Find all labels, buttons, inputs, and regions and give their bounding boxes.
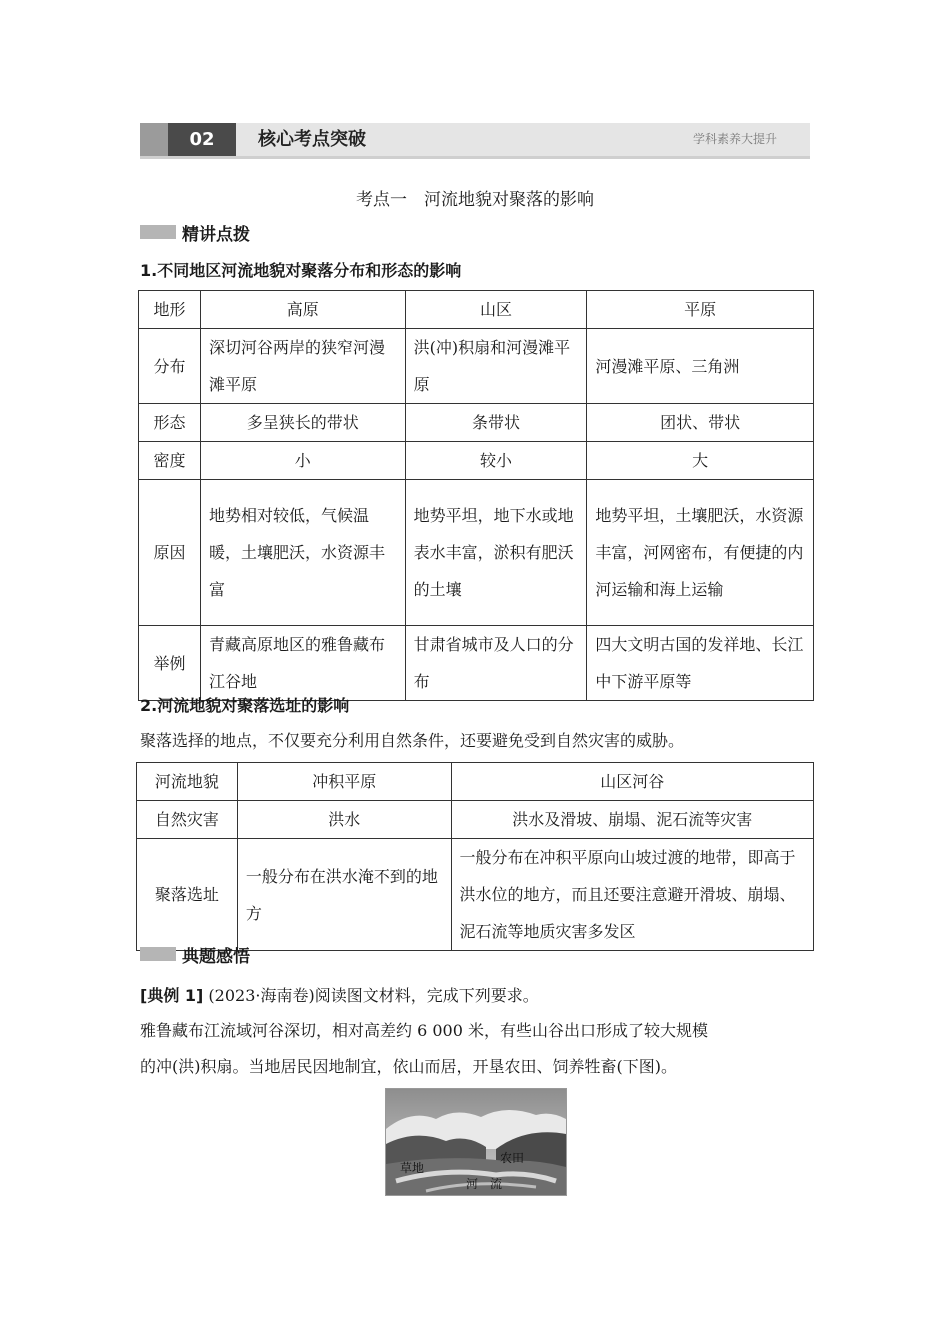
photo-label-river: 河 流 bbox=[466, 1177, 503, 1191]
header-cell: 河流地貌 bbox=[137, 763, 238, 801]
table-cell: 团状、带状 bbox=[587, 404, 814, 442]
table-cell: 四大文明古国的发祥地、长江中下游平原等 bbox=[587, 626, 814, 701]
table-cell: 地势平坦，土壤肥沃，水资源丰富，河网密布，有便捷的内河运输和海上运输 bbox=[587, 480, 814, 626]
header-cell: 平原 bbox=[587, 291, 814, 329]
table-row bbox=[139, 626, 814, 701]
table-header-row bbox=[137, 763, 814, 801]
table-cell: 多呈狭长的带状 bbox=[200, 404, 405, 442]
table-cell: 一般分布在冲积平原向山坡过渡的地带，即高于洪水位的地方，而且还要注意避开滑坡、崩塌、泥石流等地质灾害多发区 bbox=[451, 839, 813, 951]
table-cell: 洪水及滑坡、崩塌、泥石流等灾害 bbox=[451, 801, 813, 839]
table-cell: 条带状 bbox=[405, 404, 587, 442]
row-label: 密度 bbox=[139, 442, 201, 480]
example-text-line1: 雅鲁藏布江流域河谷深切，相对高差约 6 000 米，有些山谷出口形成了较大规模 bbox=[140, 1021, 708, 1040]
table-header-row bbox=[139, 291, 814, 329]
row-label: 形态 bbox=[139, 404, 201, 442]
banner-lead-block bbox=[140, 123, 168, 156]
row-label: 分布 bbox=[139, 329, 201, 404]
table-row bbox=[139, 404, 814, 442]
table-landform-settlement bbox=[138, 290, 814, 701]
header-cell: 地形 bbox=[139, 291, 201, 329]
table-cell: 一般分布在洪水淹不到的地方 bbox=[237, 839, 451, 951]
valley-photo bbox=[385, 1088, 567, 1196]
photo-label-grassland: 草地 bbox=[400, 1161, 425, 1175]
table-cell: 较小 bbox=[405, 442, 587, 480]
example-intro bbox=[140, 983, 539, 1006]
table-cell: 河漫滩平原、三角洲 bbox=[587, 329, 814, 404]
banner-underline bbox=[140, 156, 810, 159]
row-label: 举例 bbox=[139, 626, 201, 701]
topic-title: 考点一 河流地貌对聚落的影响 bbox=[356, 190, 594, 210]
table-cell: 地势平坦，地下水或地表水丰富，淤积有肥沃的土壤 bbox=[405, 480, 587, 626]
table-row bbox=[137, 839, 814, 951]
header-cell: 山区 bbox=[405, 291, 587, 329]
subsection-bar bbox=[140, 225, 176, 239]
heading-2: 2.河流地貌对聚落选址的影响 bbox=[140, 696, 350, 715]
table-cell: 深切河谷两岸的狭窄河漫滩平原 bbox=[200, 329, 405, 404]
section-title: 核心考点突破 bbox=[258, 129, 366, 150]
subsection-label: 精讲点拨 bbox=[182, 225, 250, 245]
example-text-line2: 的冲(洪)积扇。当地居民因地制宜，依山而居，开垦农田、饲养牲畜(下图)。 bbox=[140, 1057, 677, 1076]
photo-label-farmland: 农田 bbox=[500, 1151, 525, 1165]
header-cell: 冲积平原 bbox=[237, 763, 451, 801]
row-label: 原因 bbox=[139, 480, 201, 626]
table-cell: 洪水 bbox=[237, 801, 451, 839]
table-site-selection bbox=[136, 762, 814, 951]
row-label: 自然灾害 bbox=[137, 801, 238, 839]
section-tagline: 学科素养大提升 bbox=[692, 132, 777, 146]
table-row bbox=[139, 480, 814, 626]
table-cell: 大 bbox=[587, 442, 814, 480]
subsection-bar bbox=[140, 947, 176, 961]
table-cell: 小 bbox=[200, 442, 405, 480]
table-row bbox=[139, 442, 814, 480]
table-cell: 地势相对较低，气候温暖，土壤肥沃，水资源丰富 bbox=[200, 480, 405, 626]
paragraph-site-selection: 聚落选择的地点，不仅要充分利用自然条件，还要避免受到自然灾害的威胁。 bbox=[140, 731, 685, 750]
table-row bbox=[137, 801, 814, 839]
table-cell: 青藏高原地区的雅鲁藏布江谷地 bbox=[200, 626, 405, 701]
row-label: 聚落选址 bbox=[137, 839, 238, 951]
header-cell: 高原 bbox=[200, 291, 405, 329]
heading-1: 1.不同地区河流地貌对聚落分布和形态的影响 bbox=[140, 261, 462, 280]
header-cell: 山区河谷 bbox=[451, 763, 813, 801]
example-source: (2023·海南卷)阅读图文材料，完成下列要求。 bbox=[203, 986, 539, 1005]
subsection-label: 典题感悟 bbox=[182, 947, 250, 967]
table-cell: 甘肃省城市及人口的分布 bbox=[405, 626, 587, 701]
section-number: 02 bbox=[168, 123, 236, 156]
table-cell: 洪(冲)积扇和河漫滩平原 bbox=[405, 329, 587, 404]
table-row bbox=[139, 329, 814, 404]
example-tag: [典例 1] bbox=[140, 986, 204, 1005]
